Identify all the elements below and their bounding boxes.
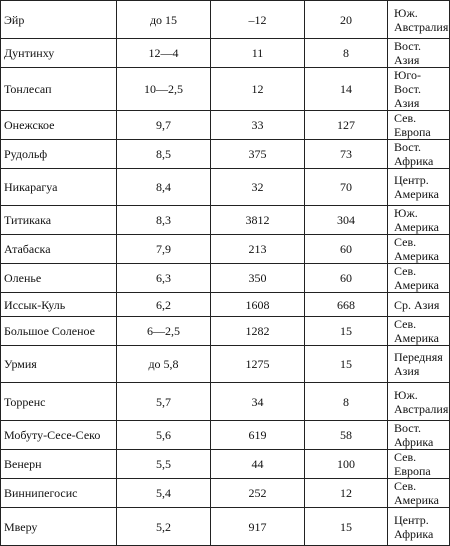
value-cell-2: 1282 (211, 317, 305, 346)
value-cell-3: 100 (305, 450, 388, 479)
value-cell-1: до 5,8 (117, 346, 211, 383)
value-cell-3: 58 (305, 421, 388, 450)
value-cell-3: 8 (305, 383, 388, 421)
value-cell-3: 60 (305, 235, 388, 264)
value-cell-2: 917 (211, 508, 305, 546)
value-cell-2: 34 (211, 383, 305, 421)
value-cell-1: 5,2 (117, 508, 211, 546)
value-cell-2: 350 (211, 264, 305, 293)
region-cell: Сев. Америка (388, 317, 450, 346)
value-cell-1: 8,4 (117, 169, 211, 206)
value-cell-1: 6,2 (117, 293, 211, 317)
lake-name-cell: Дунтинху (1, 39, 117, 68)
table-row (1, 169, 450, 206)
region-cell: Юж. Австралия (388, 383, 450, 421)
region-cell: Юж. Австралия (388, 1, 450, 39)
value-cell-3: 15 (305, 508, 388, 546)
value-cell-3: 15 (305, 346, 388, 383)
value-cell-1: 8,5 (117, 140, 211, 169)
value-cell-1: 12—4 (117, 39, 211, 68)
value-cell-3: 127 (305, 111, 388, 140)
table-row (1, 140, 450, 169)
table-row (1, 235, 450, 264)
region-cell: Сев. Европа (388, 450, 450, 479)
table-row (1, 1, 450, 39)
value-cell-2: 619 (211, 421, 305, 450)
region-cell: Юго-Вост. Азия (388, 68, 450, 111)
value-cell-2: 1275 (211, 346, 305, 383)
value-cell-3: 14 (305, 68, 388, 111)
region-cell: Сев. Америка (388, 479, 450, 508)
lakes-table-body (1, 1, 450, 546)
value-cell-2: 11 (211, 39, 305, 68)
table-row (1, 421, 450, 450)
table-row (1, 317, 450, 346)
value-cell-2: 3812 (211, 206, 305, 235)
region-cell: Вост. Африка (388, 140, 450, 169)
value-cell-3: 73 (305, 140, 388, 169)
lake-name-cell: Титикака (1, 206, 117, 235)
value-cell-3: 12 (305, 479, 388, 508)
region-cell: Сев. Европа (388, 111, 450, 140)
region-cell: Вост. Африка (388, 421, 450, 450)
lake-name-cell: Рудольф (1, 140, 117, 169)
region-cell: Ср. Азия (388, 293, 450, 317)
lake-name-cell: Тонлесап (1, 68, 117, 111)
lake-name-cell: Иссык-Куль (1, 293, 117, 317)
table-row (1, 508, 450, 546)
region-cell: Передняя Азия (388, 346, 450, 383)
table-row (1, 450, 450, 479)
value-cell-2: –12 (211, 1, 305, 39)
value-cell-2: 32 (211, 169, 305, 206)
value-cell-1: 6,3 (117, 264, 211, 293)
lake-name-cell: Атабаска (1, 235, 117, 264)
table-row (1, 39, 450, 68)
lake-name-cell: Торренс (1, 383, 117, 421)
lake-name-cell: Онежское (1, 111, 117, 140)
value-cell-1: 5,4 (117, 479, 211, 508)
value-cell-3: 60 (305, 264, 388, 293)
table-row (1, 68, 450, 111)
table-row (1, 293, 450, 317)
value-cell-2: 252 (211, 479, 305, 508)
table-row (1, 479, 450, 508)
lake-name-cell: Большое Соленое (1, 317, 117, 346)
region-cell: Вост. Азия (388, 39, 450, 68)
value-cell-1: 5,5 (117, 450, 211, 479)
value-cell-1: 8,3 (117, 206, 211, 235)
value-cell-2: 44 (211, 450, 305, 479)
table-row (1, 383, 450, 421)
lake-name-cell: Оленье (1, 264, 117, 293)
lake-name-cell: Мобуту-Сесе-Секо (1, 421, 117, 450)
region-cell: Центр. Африка (388, 508, 450, 546)
region-cell: Центр. Америка (388, 169, 450, 206)
value-cell-1: 5,6 (117, 421, 211, 450)
table-row (1, 206, 450, 235)
value-cell-3: 8 (305, 39, 388, 68)
lake-name-cell: Эйр (1, 1, 117, 39)
lake-name-cell: Урмия (1, 346, 117, 383)
table-row (1, 111, 450, 140)
region-cell: Юж. Америка (388, 206, 450, 235)
table-row (1, 346, 450, 383)
value-cell-1: 6—2,5 (117, 317, 211, 346)
value-cell-3: 70 (305, 169, 388, 206)
value-cell-1: 9,7 (117, 111, 211, 140)
table-row (1, 264, 450, 293)
value-cell-1: 10—2,5 (117, 68, 211, 111)
value-cell-1: до 15 (117, 1, 211, 39)
value-cell-3: 668 (305, 293, 388, 317)
lake-name-cell: Виннипегосис (1, 479, 117, 508)
value-cell-1: 5,7 (117, 383, 211, 421)
value-cell-2: 1608 (211, 293, 305, 317)
region-cell: Сев. Америка (388, 235, 450, 264)
value-cell-1: 7,9 (117, 235, 211, 264)
value-cell-2: 213 (211, 235, 305, 264)
value-cell-2: 33 (211, 111, 305, 140)
value-cell-3: 304 (305, 206, 388, 235)
region-cell: Сев. Америка (388, 264, 450, 293)
lake-name-cell: Никарагуа (1, 169, 117, 206)
lake-name-cell: Мверу (1, 508, 117, 546)
value-cell-3: 15 (305, 317, 388, 346)
value-cell-3: 20 (305, 1, 388, 39)
value-cell-2: 12 (211, 68, 305, 111)
lake-name-cell: Венерн (1, 450, 117, 479)
value-cell-2: 375 (211, 140, 305, 169)
